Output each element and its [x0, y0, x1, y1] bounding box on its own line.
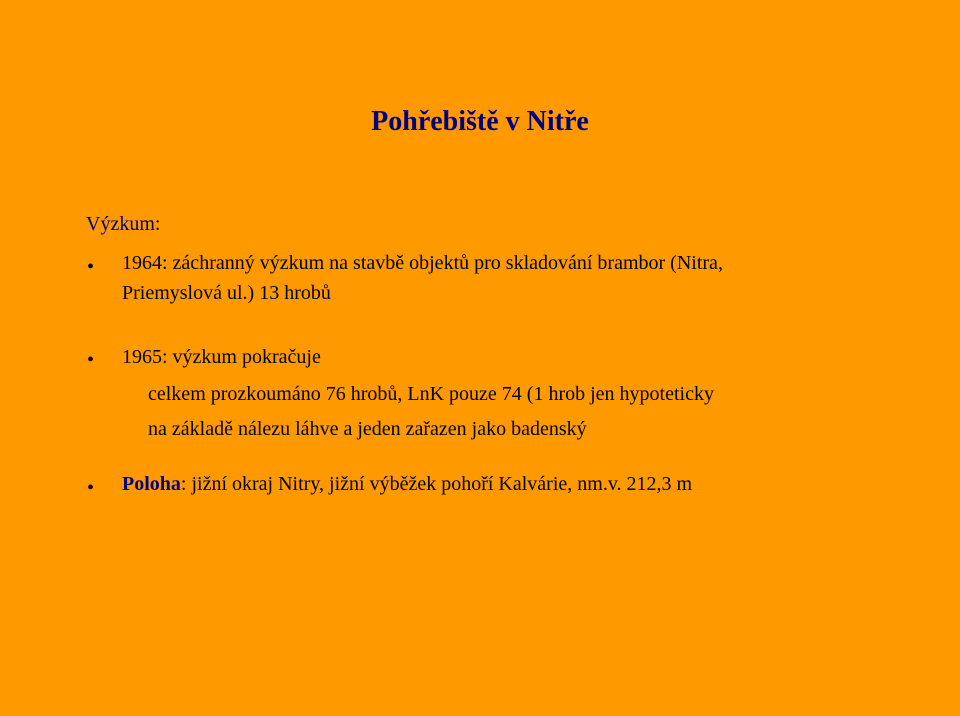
item-3-poloha [122, 469, 692, 500]
item-2-sub-1: celkem prozkoumáno 76 hrobů, LnK pouze 74 (1 hrob jen hypoteticky [148, 383, 714, 405]
bullet-3: • [87, 477, 95, 499]
item-1-line-1: 1964: záchranný výzkum na stavbě objektů pro skladování brambor (Nitra, [122, 252, 723, 274]
poloha-label: Poloha [122, 473, 181, 495]
section-label-text: Výzkum [86, 213, 155, 235]
bullet-1: • [87, 256, 95, 278]
poloha-text: : jižní okraj Nitry, jižní výběžek pohoří Kalvárie, nm.v. 212,3 m [180, 473, 693, 495]
section-label-colon: : [154, 213, 161, 235]
item-2-line-1: 1965: výzkum pokračuje [122, 346, 321, 368]
item-1-line-2: Priemyslová ul.) 13 hrobů [122, 282, 331, 304]
section-label-vyzkum [86, 213, 160, 236]
item-2-sub-2: na základě nálezu láhve a jeden zařazen jako badenský [148, 418, 587, 440]
bullet-2: • [87, 349, 95, 371]
slide-title: Pohřebiště v Nitře [371, 106, 589, 137]
